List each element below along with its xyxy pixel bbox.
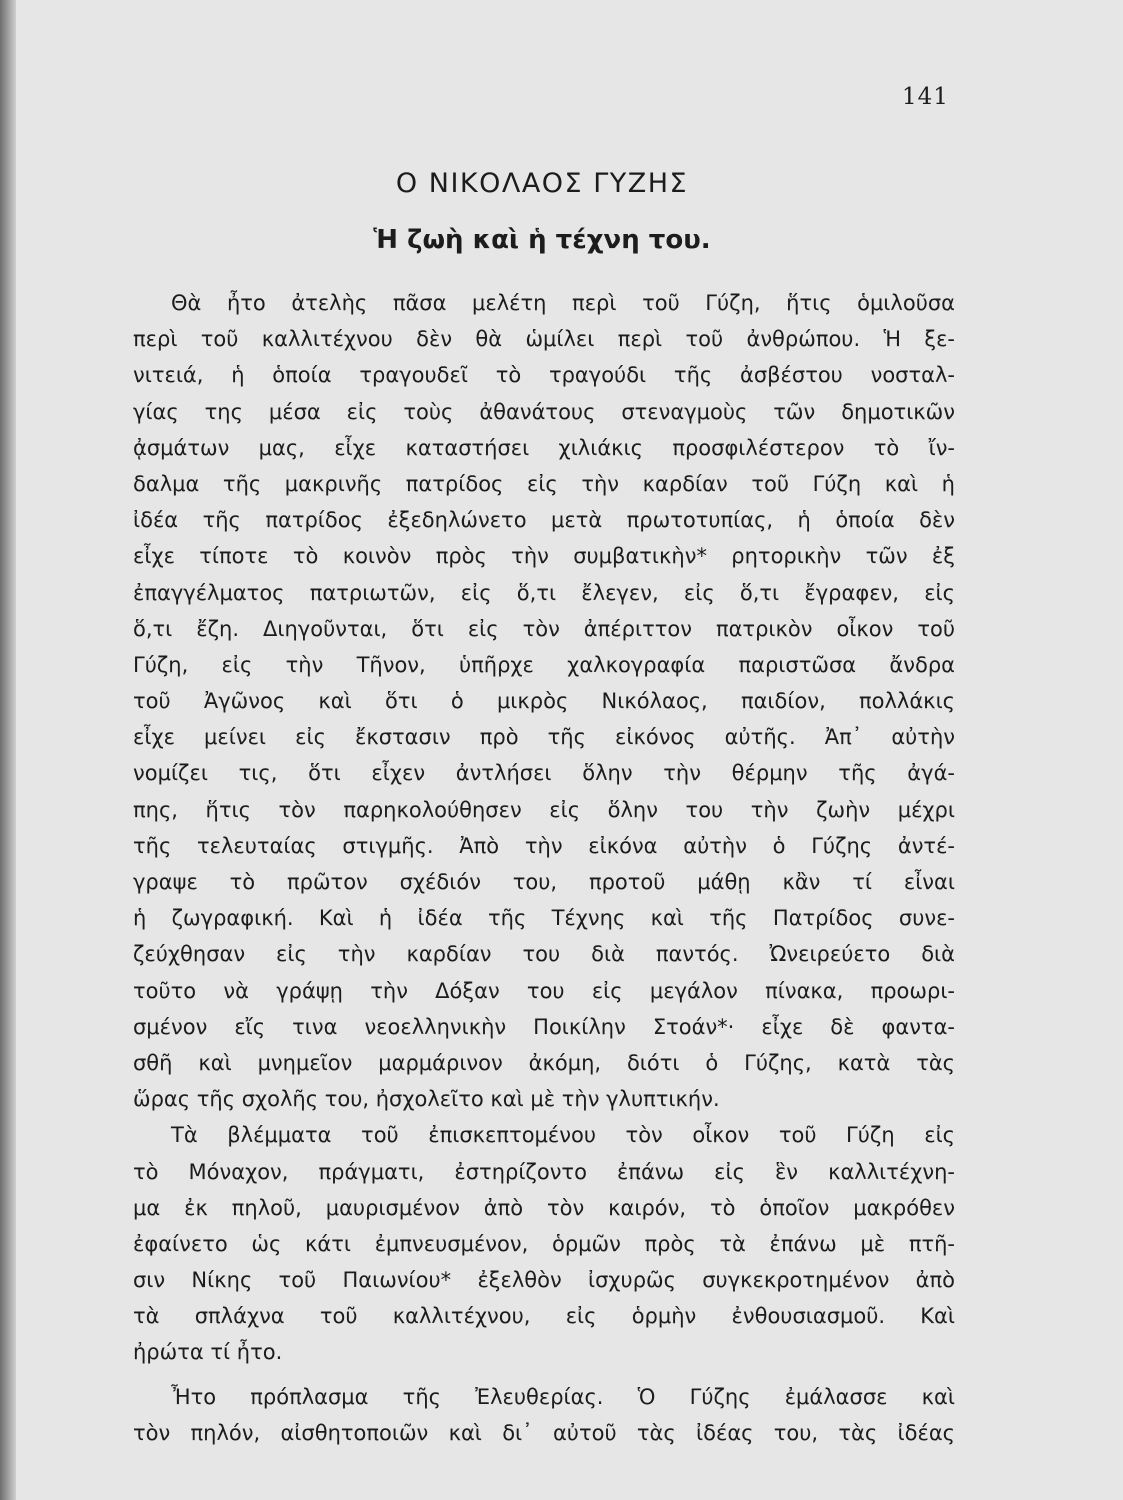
text-line: σιν Νίκης τοῦ Παιωνίου* ἐξελθὸν ἰσχυρῶς συγκεκροτημένον ἀπὸ: [133, 1268, 955, 1293]
text-line: εἶχε τίποτε τὸ κοινὸν πρὸς τὴν συμβατικὴν* ρητορικὴν τῶν ἐξ: [133, 544, 955, 569]
text-line: τοῦτο νὰ γράψῃ τὴν Δόξαν του εἰς μεγάλον πίνακα, προωρι-: [133, 978, 955, 1003]
text-line: ἐπαγγέλματος πατριωτῶν, εἰς ὅ,τι ἔλεγεν, εἰς ὅ,τι ἔγραφεν, εἰς: [133, 580, 955, 605]
text-line: τῆς τελευταίας στιγμῆς. Ἀπὸ τὴν εἰκόνα αὐτὴν ὁ Γύζης ἀντέ-: [133, 833, 955, 858]
text-line: πης, ἥτις τὸν παρηκολούθησεν εἰς ὅλην του τὴν ζωὴν μέχρι: [133, 797, 955, 822]
book-page: [16, 0, 1123, 1500]
text-line: ἠρώτα τί ἦτο.: [133, 1340, 283, 1365]
text-line: γραψε τὸ πρῶτον σχέδιόν του, προτοῦ μάθῃ κἂν τί εἶναι: [133, 870, 955, 894]
text-line: Θὰ ἦτο ἀτελὴς πᾶσα μελέτη περὶ τοῦ Γύζη, ἥτις ὁμιλοῦσα: [171, 291, 955, 315]
chapter-title: Ο ΝΙΚΟΛΑΟΣ ΓΥΖΗΣ: [395, 168, 689, 199]
text-line: μα ἐκ πηλοῦ, μαυρισμένον ἀπὸ τὸν καιρόν, τὸ ὁποῖον μακρόθεν: [133, 1195, 955, 1220]
text-line: ὥρας τῆς σχολῆς του, ἠσχολεῖτο καὶ μὲ τὴν γλυπτικήν.: [133, 1087, 720, 1112]
text-line: σθῆ καὶ μνημεῖον μαρμάρινον ἀκόμη, διότι ὁ Γύζης, κατὰ τὰς: [133, 1050, 955, 1075]
text-line: Τὰ βλέμματα τοῦ ἐπισκεπτομένου τὸν οἶκον τοῦ Γύζη εἰς: [171, 1123, 955, 1148]
text-line: ἡ ζωγραφική. Καὶ ἡ ἰδέα τῆς Τέχνης καὶ τῆς Πατρίδος συνε-: [133, 906, 955, 931]
text-line: ἰδέα τῆς πατρίδος ἐξεδηλώνετο μετὰ πρωτοτυπίας, ἡ ὁποία δὲν: [133, 508, 955, 533]
text-line: περὶ τοῦ καλλιτέχνου δὲν θὰ ὡμίλει περὶ τοῦ ἀνθρώπου. Ἡ ξε-: [133, 327, 955, 352]
text-line: ᾀσμάτων μας, εἶχε καταστήσει χιλιάκις προσφιλέστερον τὸ ἴν-: [133, 435, 955, 460]
paragraph-3: [133, 1379, 955, 1451]
text-line: ζεύχθησαν εἰς τὴν καρδίαν του διὰ παντός. Ὠνειρεύετο διὰ: [133, 942, 955, 967]
text-line: γίας της μέσα εἰς τοὺς ἀθανάτους στεναγμοὺς τῶν δημοτικῶν: [133, 399, 955, 424]
text-line: Γύζη, εἰς τὴν Τῆνον, ὑπῆρχε χαλκογραφία παριστῶσα ἄνδρα: [133, 652, 955, 677]
text-line: νομίζει τις, ὅτι εἶχεν ἀντλήσει ὅλην τὴν θέρμην τῆς ἀγά-: [133, 761, 955, 786]
paragraph-2: [133, 1117, 955, 1370]
text-line: τὸν πηλόν, αἰσθητοποιῶν καὶ δι᾽ αὐτοῦ τὰς ἰδέας του, τὰς ἰδέας: [133, 1420, 955, 1445]
text-line: τοῦ Ἀγῶνος καὶ ὅτι ὁ μικρὸς Νικόλαος, παιδίον, πολλάκις: [133, 689, 955, 714]
text-line: τὸ Μόναχον, πράγματι, ἐστηρίζοντο ἐπάνω εἰς ἓν καλλιτέχνη-: [133, 1159, 955, 1184]
chapter-subtitle: Ἡ ζωὴ καὶ ἡ τέχνη του.: [373, 225, 711, 255]
body-text: [133, 285, 955, 1451]
paragraph-gap: [133, 1371, 955, 1379]
paragraph-1: [133, 285, 955, 1117]
text-line: δαλμα τῆς μακρινῆς πατρίδος εἰς τὴν καρδίαν τοῦ Γύζη καὶ ἡ: [133, 471, 955, 496]
text-line: τὰ σπλάχνα τοῦ καλλιτέχνου, εἰς ὁρμὴν ἐνθουσιασμοῦ. Καὶ: [133, 1304, 955, 1329]
book-binding-edge: [0, 0, 16, 1500]
text-line: σμένον εἴς τινα νεοελληνικὴν Ποικίλην Στοάν*· εἶχε δὲ φαντα-: [133, 1014, 955, 1039]
text-line: εἶχε μείνει εἰς ἔκστασιν πρὸ τῆς εἰκόνος αὐτῆς. Ἀπ᾽ αὐτὴν: [133, 725, 955, 750]
text-line: ἐφαίνετο ὡς κάτι ἐμπνευσμένον, ὁρμῶν πρὸς τὰ ἐπάνω μὲ πτῆ-: [133, 1231, 955, 1256]
text-line: Ἦτο πρόπλασμα τῆς Ἐλευθερίας. Ὁ Γύζης ἐμάλασσε καὶ: [171, 1384, 955, 1409]
text-line: νιτειά, ἡ ὁποία τραγουδεῖ τὸ τραγούδι τῆς ἀσβέστου νοσταλ-: [133, 363, 955, 388]
page-number: 141: [902, 84, 949, 110]
text-line: ὅ,τι ἔζη. Διηγοῦνται, ὅτι εἰς τὸν ἀπέριττον πατρικὸν οἶκον τοῦ: [133, 616, 955, 641]
